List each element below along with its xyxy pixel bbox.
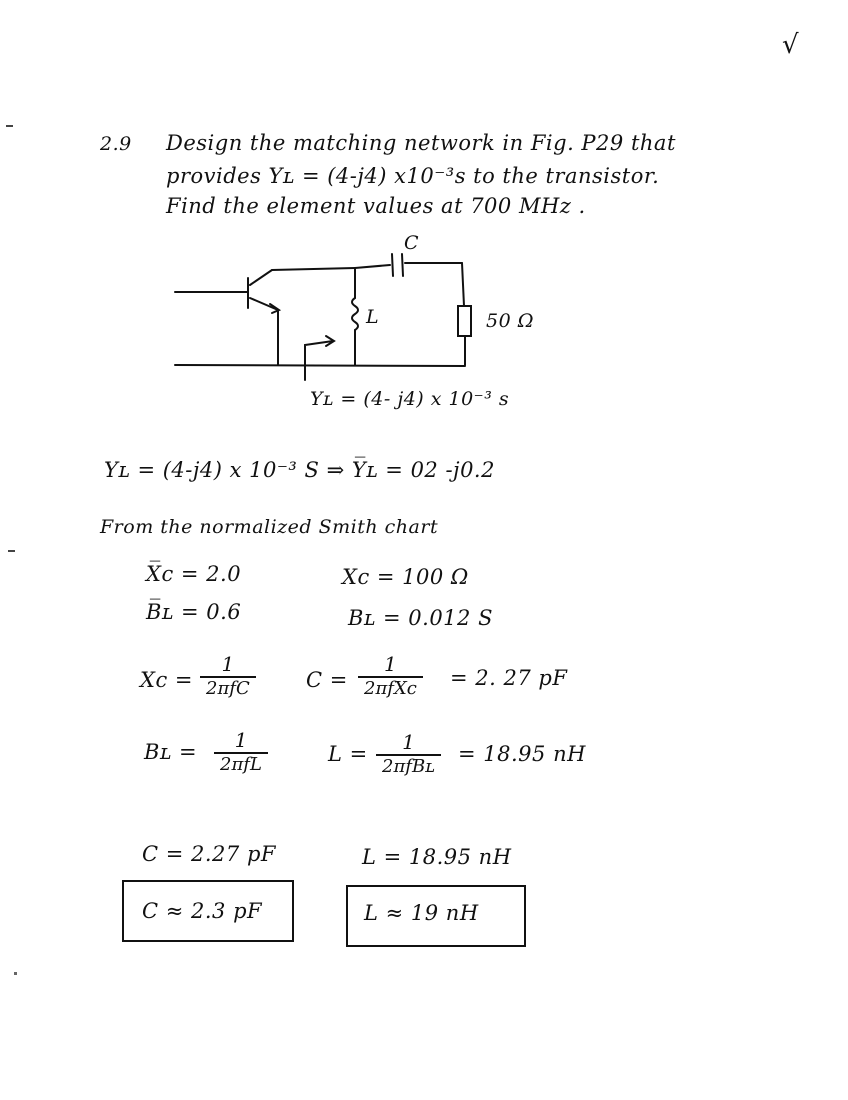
inductor-label: L	[366, 306, 380, 328]
c-formula-fraction	[358, 652, 423, 699]
bl-formula-fraction	[214, 728, 268, 775]
capacitor-label: C	[404, 232, 420, 254]
c-formula-den: 2πfXc	[358, 676, 423, 699]
c-formula-lhs: C =	[306, 668, 348, 692]
l-approx-result: L ≈ 19 nH	[364, 901, 479, 925]
l-formula-result: = 18.95 nH	[458, 742, 586, 766]
bl-formula-lhs: Bʟ =	[144, 740, 198, 764]
l-exact-result: L = 18.95 nH	[362, 845, 512, 869]
l-formula-den: 2πfBʟ	[376, 754, 441, 777]
problem-line-1: Design the matching network in Fig. P29 that	[166, 131, 676, 155]
bl-formula-den: 2πfL	[214, 752, 268, 775]
l-formula-num: 1	[402, 730, 415, 754]
c-answer-box	[122, 880, 294, 942]
resistor-label: 50 Ω	[486, 310, 534, 332]
c-formula-result: = 2. 27 pF	[450, 666, 568, 690]
xc-formula-den: 2πfC	[200, 676, 256, 699]
xc-normalized: X̅c = 2.0	[146, 562, 242, 586]
xc-formula-fraction	[200, 652, 256, 699]
problem-line-3: Find the element values at 700 MHz .	[166, 194, 586, 218]
c-approx-result: C ≈ 2.3 pF	[142, 899, 263, 923]
smith-chart-note: From the normalized Smith chart	[100, 516, 439, 538]
check-mark-icon: √	[782, 30, 799, 60]
bl-formula-num: 1	[234, 728, 248, 752]
problem-line-2: provides Yʟ = (4-j4) x10⁻³s to the transistor.	[166, 164, 660, 188]
l-formula-fraction	[376, 730, 441, 777]
xc-formula-num: 1	[221, 652, 235, 676]
c-exact-result: C = 2.27 pF	[142, 842, 276, 866]
xc-formula-lhs: Xc =	[140, 668, 193, 692]
bl-normalized: B̅ʟ = 0.6	[146, 600, 242, 624]
bl-value: Bʟ = 0.012 S	[348, 606, 493, 630]
normalization-step: Yʟ = (4-j4) x 10⁻³ S ⇒ Y̅ʟ = 02 -j0.2	[104, 458, 495, 482]
l-formula-lhs: L =	[328, 742, 368, 766]
c-formula-num: 1	[384, 652, 397, 676]
xc-value: Xc = 100 Ω	[342, 565, 469, 589]
admittance-label: Yʟ = (4- j4) x 10⁻³ s	[310, 388, 510, 410]
l-answer-box	[346, 885, 526, 947]
problem-number: 2.9	[100, 133, 132, 155]
